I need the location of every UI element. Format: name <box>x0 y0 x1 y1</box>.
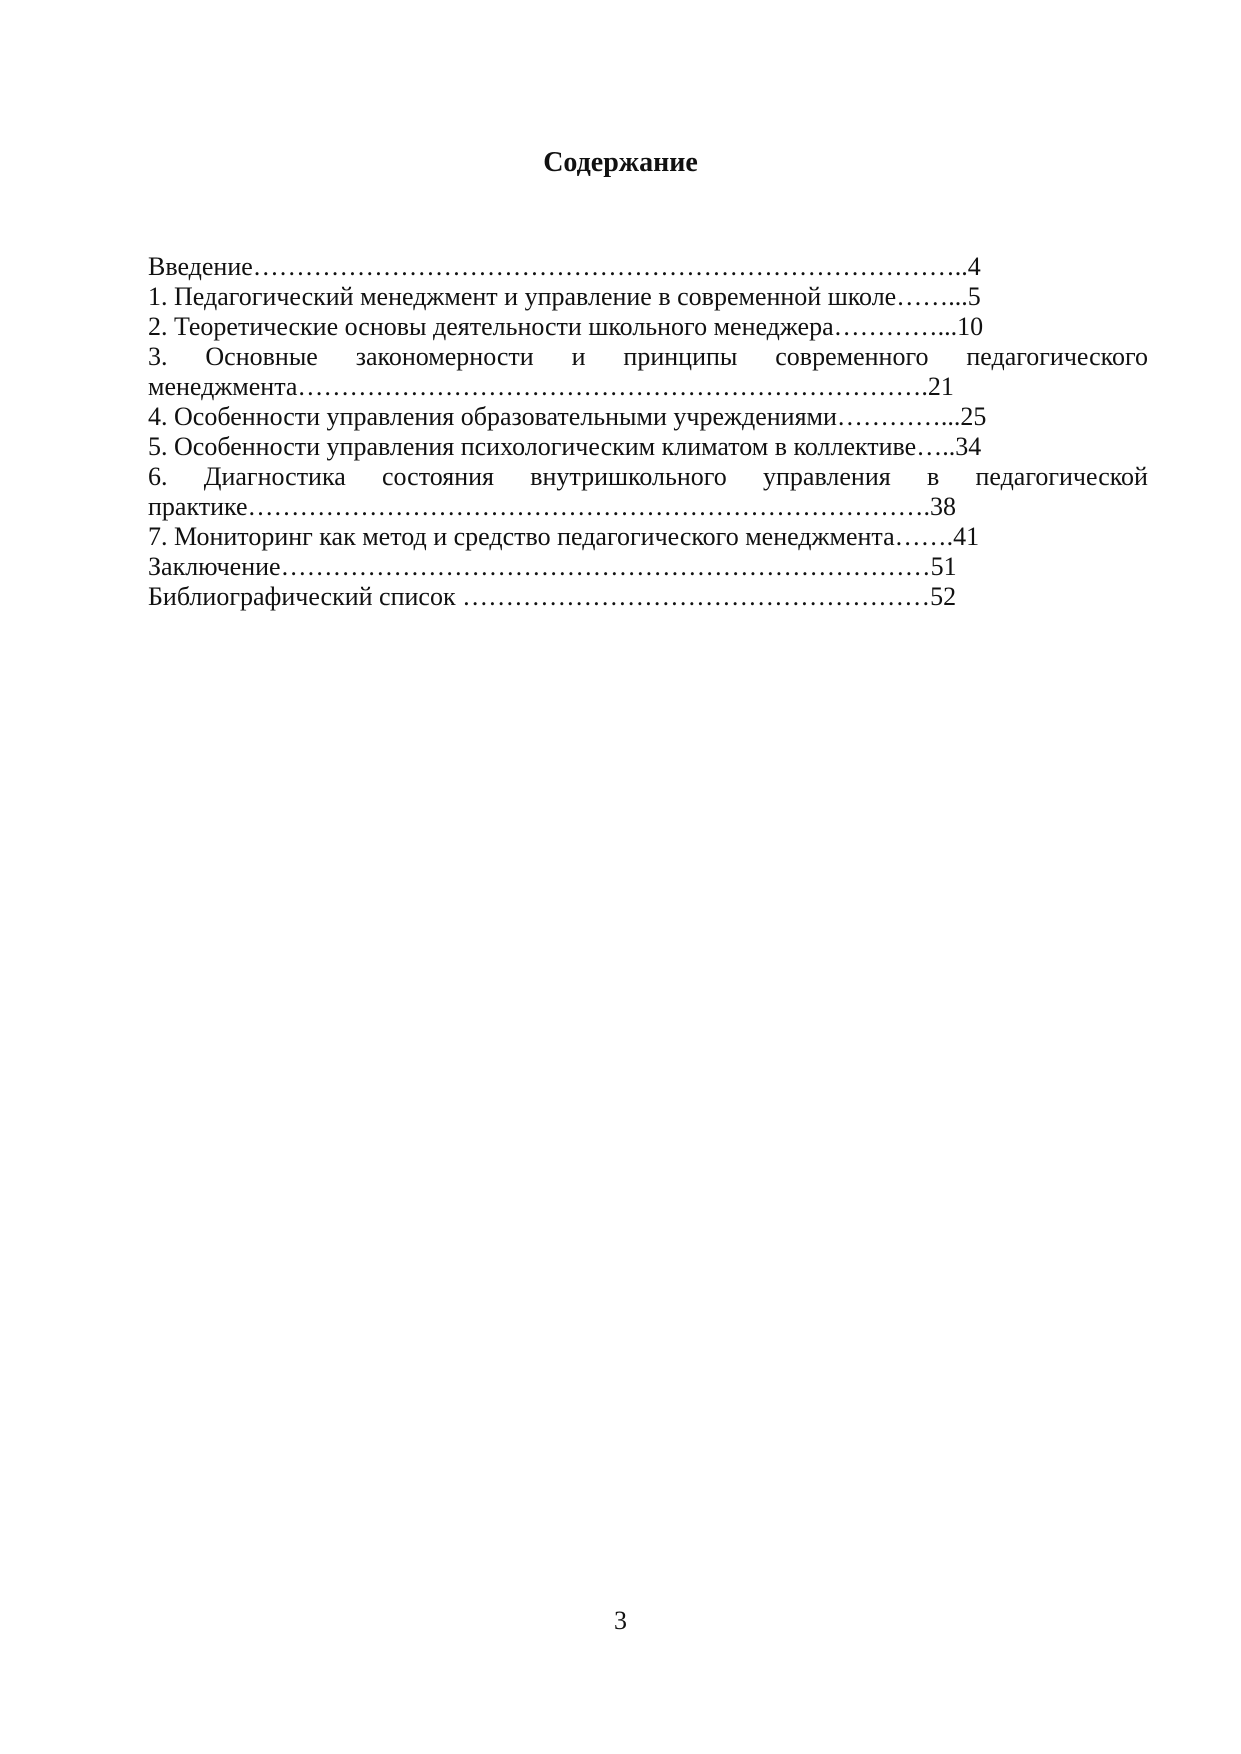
toc-entry-chapter-6-line-2: практике…………………………………………………………………….38 <box>148 492 957 521</box>
toc-word: и <box>571 342 586 371</box>
toc-entry-chapter-6-line-1 <box>148 462 1148 492</box>
toc-word: современного <box>775 342 929 371</box>
toc-word: принципы <box>623 342 738 371</box>
toc-entry-conclusion: Заключение…………………………………………………………………51 <box>148 552 957 581</box>
toc-word: педагогического <box>966 342 1148 371</box>
toc-entry-chapter-3-line-2: менеджмента……………………………………………………………….21 <box>148 372 954 401</box>
toc-word: Основные <box>205 342 318 371</box>
toc-entry-chapter-2: 2. Теоретические основы деятельности школьного менеджера…………...10 <box>148 312 984 341</box>
toc-entry-chapter-5: 5. Особенности управления психологическим климатом в коллективе…..34 <box>148 432 982 461</box>
toc-entry-chapter-7: 7. Мониторинг как метод и средство педагогического менеджмента…….41 <box>148 522 980 551</box>
table-of-contents <box>148 252 1148 612</box>
toc-entry-bibliography: Библиографический список ………………………………………………52 <box>148 582 957 611</box>
toc-word: 6. <box>148 462 168 491</box>
toc-word: внутришкольного <box>530 462 727 491</box>
toc-word: управления <box>763 462 891 491</box>
page-number: 3 <box>614 1606 627 1635</box>
toc-entry-chapter-3-line-1 <box>148 342 1148 372</box>
toc-word: закономерности <box>355 342 534 371</box>
toc-word: 3. <box>148 342 168 371</box>
toc-entry-chapter-1: 1. Педагогический менеджмент и управление в современной школе……...5 <box>148 282 981 311</box>
toc-word: в <box>926 462 940 491</box>
toc-word: педагогической <box>975 462 1148 491</box>
toc-entry-chapter-4: 4. Особенности управления образовательными учреждениями…………...25 <box>148 402 987 431</box>
toc-word: состояния <box>381 462 494 491</box>
toc-word: Диагностика <box>203 462 346 491</box>
page-title: Содержание <box>543 147 698 178</box>
toc-entry-introduction: Введение………………………………………………………………………..4 <box>148 252 981 281</box>
